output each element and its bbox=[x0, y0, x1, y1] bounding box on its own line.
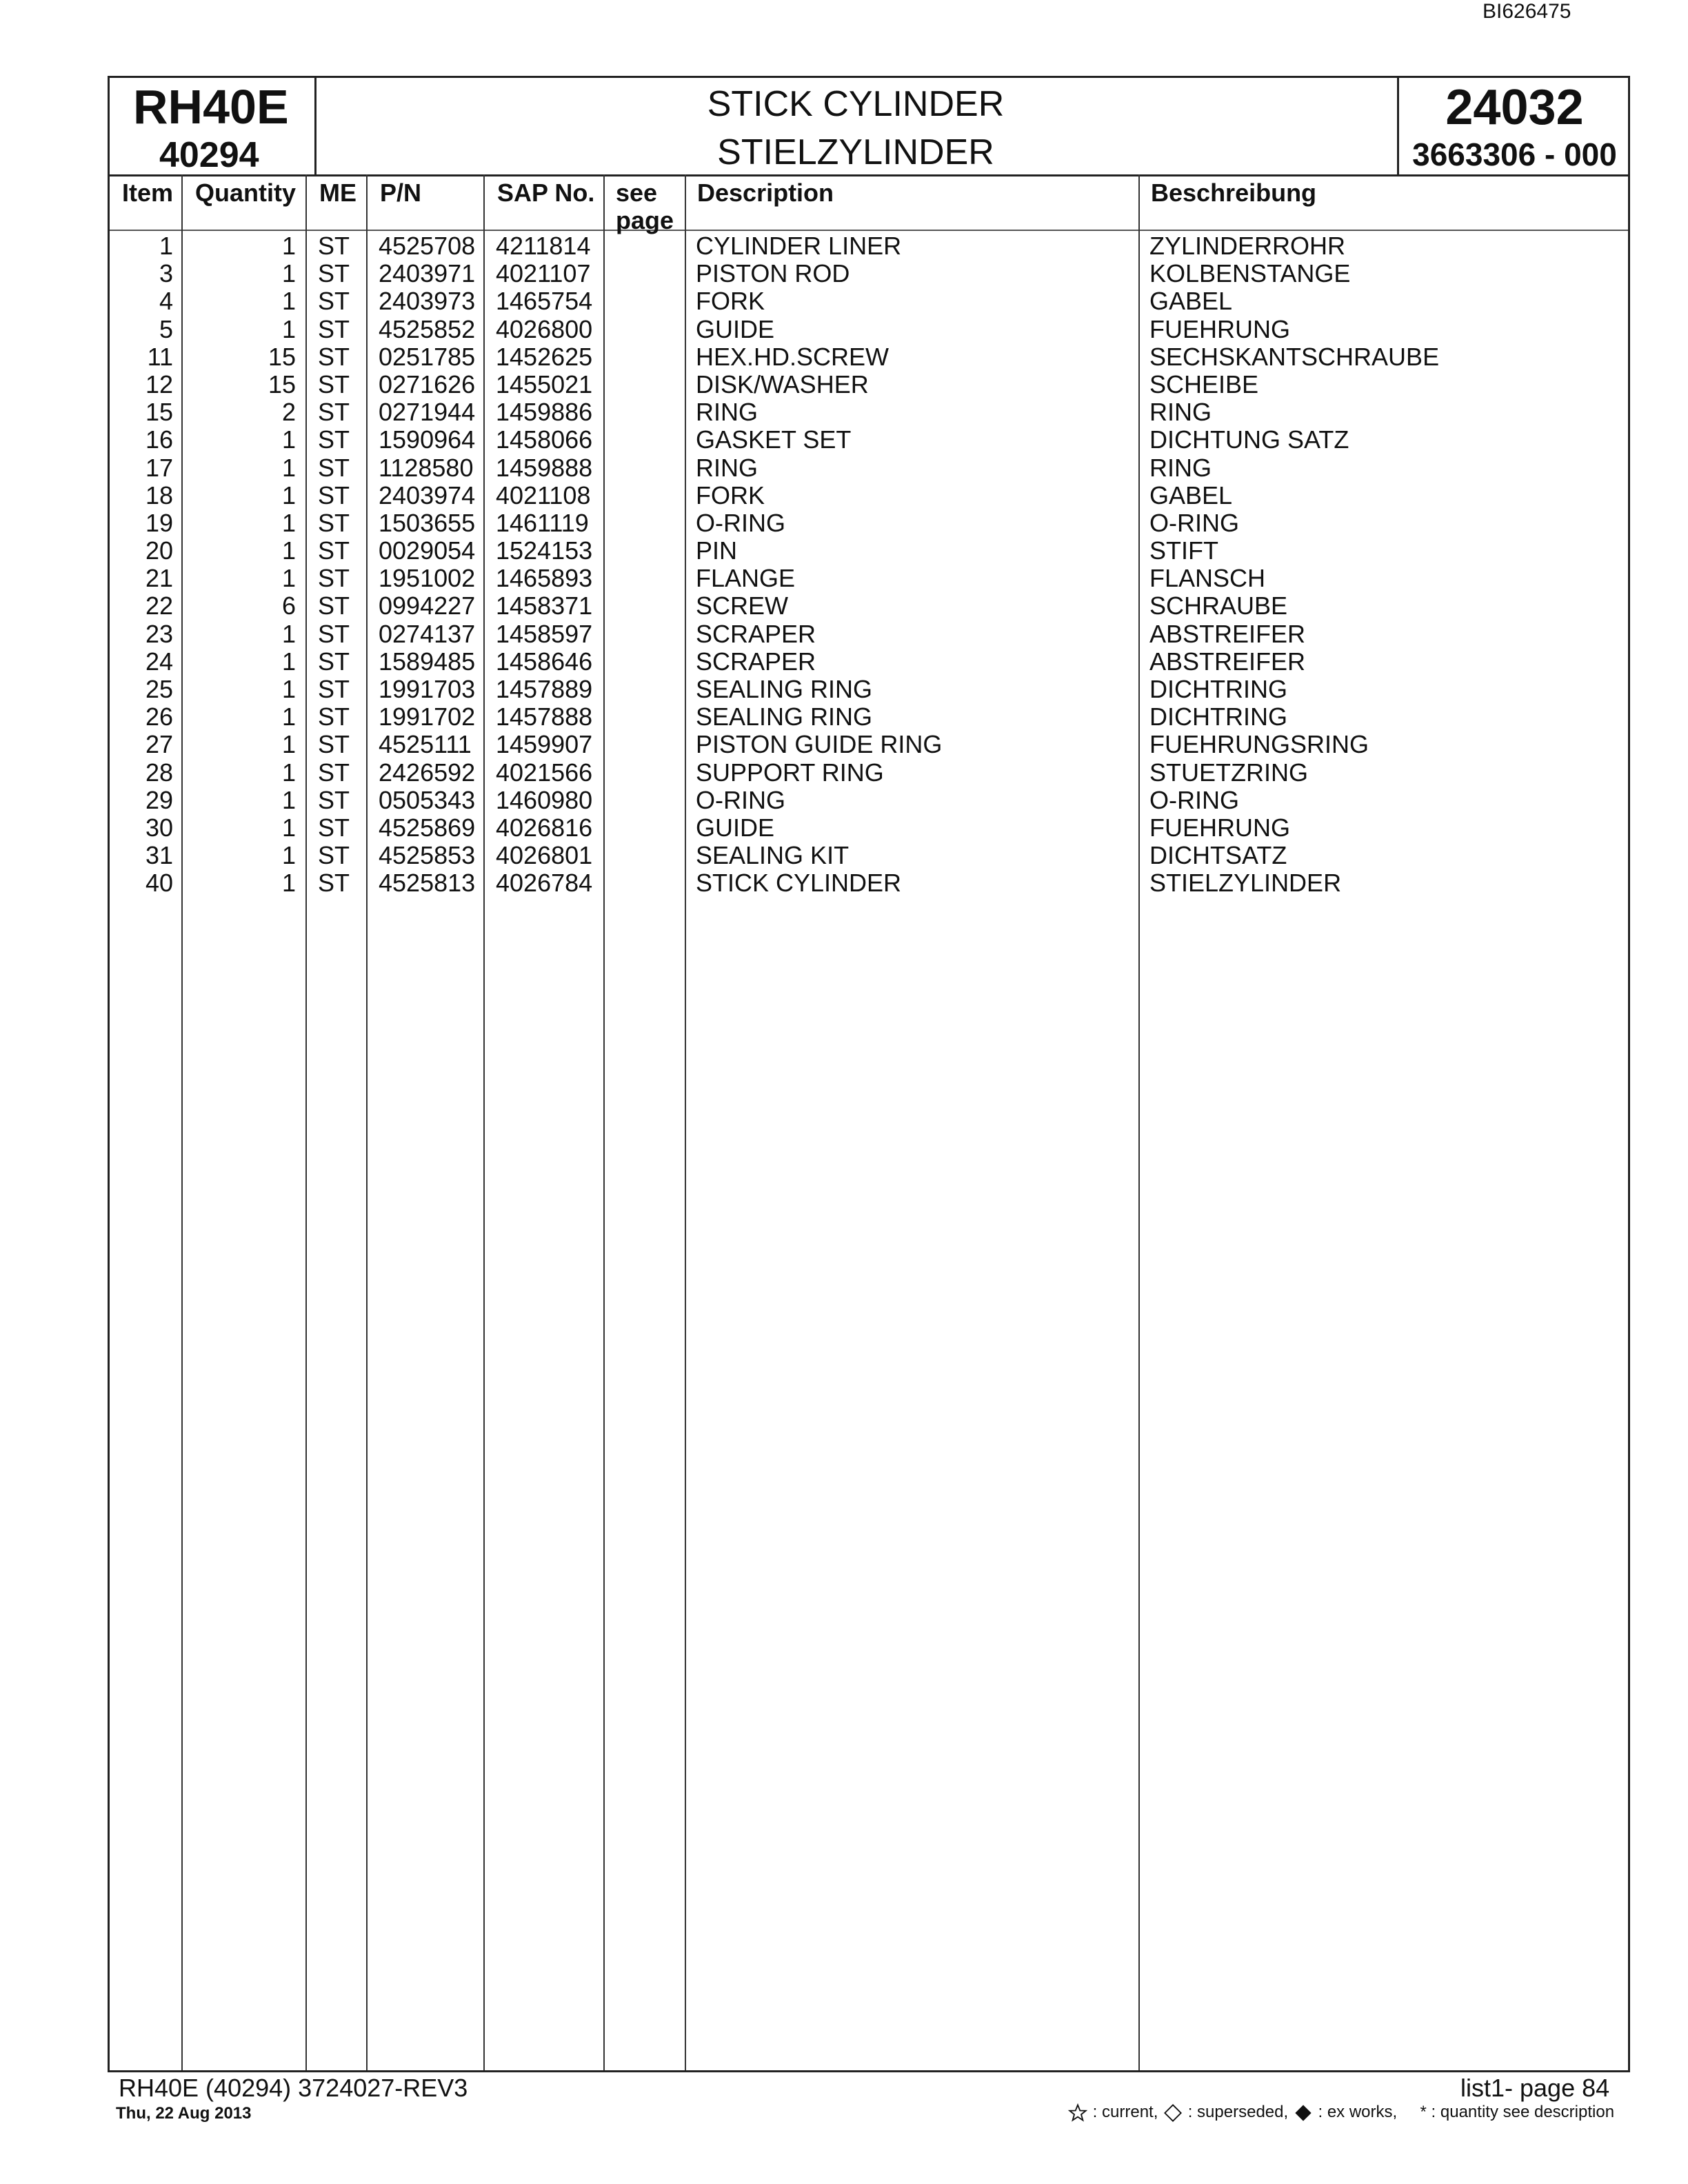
sap-number-cell: 4026784 bbox=[496, 869, 593, 898]
quantity-cell: 1 bbox=[281, 619, 296, 648]
group-number: 24032 bbox=[1445, 80, 1584, 135]
print-date: Thu, 22 Aug 2013 bbox=[116, 2104, 252, 2123]
col-pn: P/N bbox=[380, 179, 422, 207]
part-number-cell: 4525853 bbox=[379, 841, 476, 870]
part-number-cell: 1589485 bbox=[379, 647, 476, 676]
unit-cell: ST bbox=[318, 730, 350, 759]
part-number-cell: 0029054 bbox=[379, 536, 476, 565]
beschreibung-cell: FUEHRUNG bbox=[1149, 314, 1290, 343]
item-cell: 17 bbox=[145, 453, 173, 482]
parts-list-frame bbox=[108, 76, 1630, 2072]
description-cell: FORK bbox=[696, 481, 765, 509]
unit-cell: ST bbox=[318, 702, 350, 731]
quantity-cell: 1 bbox=[281, 564, 296, 593]
col-page: page bbox=[616, 206, 674, 234]
sap-number-cell: 1524153 bbox=[496, 536, 593, 565]
quantity-cell: 6 bbox=[281, 592, 296, 620]
quantity-cell: 2 bbox=[281, 398, 296, 427]
sap-number-cell: 4211814 bbox=[496, 232, 591, 260]
item-cell: 27 bbox=[145, 730, 173, 759]
description-cell: RING bbox=[696, 453, 758, 482]
symbol-legend bbox=[1067, 2103, 1614, 2123]
quantity-cell: 15 bbox=[268, 342, 296, 371]
col-beschreibung: Beschreibung bbox=[1151, 179, 1317, 207]
unit-cell: ST bbox=[318, 785, 350, 814]
beschreibung-cell: SECHSKANTSCHRAUBE bbox=[1149, 342, 1440, 371]
beschreibung-cell: RING bbox=[1149, 398, 1212, 427]
unit-cell: ST bbox=[318, 758, 350, 787]
part-number-cell: 1951002 bbox=[379, 564, 476, 593]
item-cell: 11 bbox=[147, 342, 173, 371]
description-cell: SCREW bbox=[696, 592, 788, 620]
table-row bbox=[110, 371, 1628, 398]
model-name: RH40E bbox=[133, 80, 289, 134]
beschreibung-cell: ZYLINDERROHR bbox=[1149, 232, 1346, 260]
document-id: BI626475 bbox=[1483, 0, 1571, 23]
description-cell: PISTON ROD bbox=[696, 259, 850, 288]
table-row bbox=[110, 454, 1628, 482]
quantity-cell: 1 bbox=[281, 675, 296, 703]
beschreibung-cell: DICHTRING bbox=[1149, 675, 1287, 703]
beschreibung-cell: FUEHRUNGSRING bbox=[1149, 730, 1369, 759]
beschreibung-cell: ABSTREIFER bbox=[1149, 619, 1306, 648]
col-quantity: Quantity bbox=[195, 179, 297, 207]
part-number-cell: 0251785 bbox=[379, 342, 476, 371]
part-number-cell: 4525869 bbox=[379, 813, 476, 842]
quantity-cell: 1 bbox=[281, 536, 296, 565]
sap-number-cell: 1465893 bbox=[496, 564, 593, 593]
part-number-cell: 1590964 bbox=[379, 425, 476, 454]
description-cell: GASKET SET bbox=[696, 425, 852, 454]
part-number-cell: 0994227 bbox=[379, 592, 476, 620]
item-cell: 4 bbox=[159, 287, 173, 316]
sap-number-cell: 1459886 bbox=[496, 398, 593, 427]
description-cell: PISTON GUIDE RING bbox=[696, 730, 943, 759]
title-english: STICK CYLINDER bbox=[707, 84, 1005, 124]
table-row bbox=[110, 787, 1628, 814]
unit-cell: ST bbox=[318, 259, 350, 288]
table-row bbox=[110, 731, 1628, 758]
description-cell: FORK bbox=[696, 287, 765, 316]
part-number-cell: 0271626 bbox=[379, 370, 476, 398]
table-row bbox=[110, 343, 1628, 371]
sap-number-cell: 4026800 bbox=[496, 314, 593, 343]
description-cell: HEX.HD.SCREW bbox=[696, 342, 890, 371]
part-number-cell: 2426592 bbox=[379, 758, 476, 787]
table-row bbox=[110, 620, 1628, 648]
beschreibung-cell: RING bbox=[1149, 453, 1212, 482]
description-cell: SCRAPER bbox=[696, 619, 816, 648]
col-description: Description bbox=[697, 179, 834, 207]
quantity-cell: 1 bbox=[281, 647, 296, 676]
description-cell: FLANGE bbox=[696, 564, 796, 593]
part-number-cell: 4525708 bbox=[379, 232, 476, 260]
quantity-cell: 1 bbox=[281, 287, 296, 316]
part-number-cell: 2403974 bbox=[379, 481, 476, 509]
sap-number-cell: 1455021 bbox=[496, 370, 593, 398]
sap-number-cell: 1452625 bbox=[496, 342, 593, 371]
group-box bbox=[1397, 78, 1630, 174]
beschreibung-cell: DICHTUNG SATZ bbox=[1149, 425, 1349, 454]
table-row bbox=[110, 260, 1628, 287]
part-number-cell: 0505343 bbox=[379, 785, 476, 814]
unit-cell: ST bbox=[318, 481, 350, 509]
description-cell: CYLINDER LINER bbox=[696, 232, 902, 260]
item-cell: 22 bbox=[145, 592, 173, 620]
quantity-cell: 1 bbox=[281, 869, 296, 898]
quantity-cell: 1 bbox=[281, 232, 296, 260]
description-cell: O-RING bbox=[696, 785, 785, 814]
unit-cell: ST bbox=[318, 536, 350, 565]
item-cell: 12 bbox=[145, 370, 173, 398]
sap-number-cell: 1458646 bbox=[496, 647, 593, 676]
unit-cell: ST bbox=[318, 287, 350, 316]
unit-cell: ST bbox=[318, 619, 350, 648]
item-cell: 3 bbox=[159, 259, 173, 288]
sap-number-cell: 1457888 bbox=[496, 702, 593, 731]
table-row bbox=[110, 703, 1628, 731]
legend-superseded: : superseded, bbox=[1187, 2103, 1289, 2121]
table-row bbox=[110, 759, 1628, 787]
description-cell: DISK/WASHER bbox=[696, 370, 869, 398]
sap-number-cell: 1458597 bbox=[496, 619, 593, 648]
table-row bbox=[110, 509, 1628, 537]
star-outline-icon bbox=[1067, 2103, 1088, 2123]
serial-number: 40294 bbox=[159, 135, 259, 175]
parts-table-body bbox=[110, 232, 1628, 898]
item-cell: 24 bbox=[145, 647, 173, 676]
quantity-cell: 1 bbox=[281, 259, 296, 288]
beschreibung-cell: SCHEIBE bbox=[1149, 370, 1259, 398]
part-number-cell: 0274137 bbox=[379, 619, 476, 648]
quantity-cell: 1 bbox=[281, 785, 296, 814]
col-see: see bbox=[616, 179, 658, 207]
sap-number-cell: 4026816 bbox=[496, 813, 593, 842]
item-cell: 23 bbox=[145, 619, 173, 648]
unit-cell: ST bbox=[318, 342, 350, 371]
unit-cell: ST bbox=[318, 425, 350, 454]
part-number-cell: 1128580 bbox=[379, 453, 474, 482]
description-cell: PIN bbox=[696, 536, 738, 565]
model-box bbox=[110, 78, 316, 174]
sap-number-cell: 1459907 bbox=[496, 730, 593, 759]
part-number-cell: 0271944 bbox=[379, 398, 476, 427]
part-number-cell: 1503655 bbox=[379, 508, 476, 537]
item-cell: 29 bbox=[145, 785, 173, 814]
legend-quantity: * : quantity see description bbox=[1420, 2103, 1615, 2121]
item-cell: 1 bbox=[159, 232, 173, 260]
quantity-cell: 1 bbox=[281, 425, 296, 454]
quantity-cell: 15 bbox=[268, 370, 296, 398]
beschreibung-cell: STUETZRING bbox=[1149, 758, 1308, 787]
part-number-cell: 4525813 bbox=[379, 869, 476, 898]
beschreibung-cell: O-RING bbox=[1149, 785, 1239, 814]
document-reference: RH40E (40294) 3724027-REV3 bbox=[119, 2074, 468, 2102]
table-row bbox=[110, 565, 1628, 592]
item-cell: 28 bbox=[145, 758, 173, 787]
table-row bbox=[110, 482, 1628, 509]
part-number-cell: 1991703 bbox=[379, 675, 476, 703]
col-item: Item bbox=[122, 179, 174, 207]
part-number-cell: 1991702 bbox=[379, 702, 476, 731]
part-number-cell: 4525852 bbox=[379, 314, 476, 343]
table-row bbox=[110, 316, 1628, 343]
description-cell: O-RING bbox=[696, 508, 785, 537]
description-cell: SCRAPER bbox=[696, 647, 816, 676]
unit-cell: ST bbox=[318, 592, 350, 620]
quantity-cell: 1 bbox=[281, 314, 296, 343]
unit-cell: ST bbox=[318, 841, 350, 870]
part-number-cell: 2403973 bbox=[379, 287, 476, 316]
unit-cell: ST bbox=[318, 813, 350, 842]
unit-cell: ST bbox=[318, 508, 350, 537]
unit-cell: ST bbox=[318, 647, 350, 676]
description-cell: GUIDE bbox=[696, 813, 775, 842]
quantity-cell: 1 bbox=[281, 758, 296, 787]
sap-number-cell: 1459888 bbox=[496, 453, 593, 482]
table-row bbox=[110, 648, 1628, 676]
table-row bbox=[110, 814, 1628, 842]
beschreibung-cell: KOLBENSTANGE bbox=[1149, 259, 1351, 288]
unit-cell: ST bbox=[318, 675, 350, 703]
description-cell: SEALING RING bbox=[696, 702, 873, 731]
legend-ex-works: : ex works, bbox=[1318, 2103, 1398, 2121]
item-cell: 5 bbox=[159, 314, 173, 343]
table-row bbox=[110, 426, 1628, 454]
part-number-cell: 4525111 bbox=[379, 730, 472, 759]
col-me: ME bbox=[319, 179, 356, 207]
sap-number-cell: 1458371 bbox=[496, 592, 593, 620]
sap-number-cell: 1458066 bbox=[496, 425, 593, 454]
description-cell: RING bbox=[696, 398, 758, 427]
item-cell: 15 bbox=[145, 398, 173, 427]
item-cell: 19 bbox=[145, 508, 173, 537]
unit-cell: ST bbox=[318, 370, 350, 398]
quantity-cell: 1 bbox=[281, 841, 296, 870]
unit-cell: ST bbox=[318, 453, 350, 482]
table-row bbox=[110, 287, 1628, 315]
beschreibung-cell: STIFT bbox=[1149, 536, 1218, 565]
unit-cell: ST bbox=[318, 398, 350, 427]
description-cell: GUIDE bbox=[696, 314, 775, 343]
quantity-cell: 1 bbox=[281, 481, 296, 509]
quantity-cell: 1 bbox=[281, 453, 296, 482]
part-reference: 3663306 - 000 bbox=[1412, 136, 1617, 172]
quantity-cell: 1 bbox=[281, 730, 296, 759]
unit-cell: ST bbox=[318, 564, 350, 593]
description-cell: SUPPORT RING bbox=[696, 758, 884, 787]
beschreibung-cell: DICHTRING bbox=[1149, 702, 1287, 731]
item-cell: 26 bbox=[145, 702, 173, 731]
item-cell: 30 bbox=[145, 813, 173, 842]
beschreibung-cell: SCHRAUBE bbox=[1149, 592, 1288, 620]
beschreibung-cell: GABEL bbox=[1149, 287, 1233, 316]
beschreibung-cell: DICHTSATZ bbox=[1149, 841, 1287, 870]
quantity-cell: 1 bbox=[281, 702, 296, 731]
legend-current: : current, bbox=[1092, 2103, 1158, 2121]
sap-number-cell: 1465754 bbox=[496, 287, 593, 316]
diamond-outline-icon bbox=[1163, 2103, 1183, 2123]
sap-number-cell: 4026801 bbox=[496, 841, 593, 870]
beschreibung-cell: FUEHRUNG bbox=[1149, 813, 1290, 842]
sap-number-cell: 1461119 bbox=[496, 508, 589, 537]
table-row bbox=[110, 398, 1628, 426]
description-cell: SEALING KIT bbox=[696, 841, 850, 870]
part-number-cell: 2403971 bbox=[379, 259, 476, 288]
diamond-filled-icon bbox=[1293, 2103, 1314, 2123]
beschreibung-cell: O-RING bbox=[1149, 508, 1239, 537]
table-row bbox=[110, 676, 1628, 703]
beschreibung-cell: GABEL bbox=[1149, 481, 1233, 509]
sap-number-cell: 4021107 bbox=[496, 259, 591, 288]
unit-cell: ST bbox=[318, 232, 350, 260]
beschreibung-cell: FLANSCH bbox=[1149, 564, 1266, 593]
col-sap: SAP No. bbox=[497, 179, 595, 207]
beschreibung-cell: STIELZYLINDER bbox=[1149, 869, 1342, 898]
item-cell: 18 bbox=[145, 481, 173, 509]
description-cell: STICK CYLINDER bbox=[696, 869, 902, 898]
title-german: STIELZYLINDER bbox=[717, 132, 994, 172]
table-row bbox=[110, 869, 1628, 897]
item-cell: 31 bbox=[145, 841, 173, 870]
beschreibung-cell: ABSTREIFER bbox=[1149, 647, 1306, 676]
sap-number-cell: 4021108 bbox=[496, 481, 591, 509]
sap-number-cell: 4021566 bbox=[496, 758, 593, 787]
description-cell: SEALING RING bbox=[696, 675, 873, 703]
item-cell: 16 bbox=[145, 425, 173, 454]
item-cell: 21 bbox=[145, 564, 173, 593]
parts-list-header bbox=[110, 78, 1628, 176]
unit-cell: ST bbox=[318, 314, 350, 343]
item-cell: 20 bbox=[145, 536, 173, 565]
table-row bbox=[110, 232, 1628, 260]
sap-number-cell: 1457889 bbox=[496, 675, 593, 703]
quantity-cell: 1 bbox=[281, 813, 296, 842]
item-cell: 40 bbox=[145, 869, 173, 898]
item-cell: 25 bbox=[145, 675, 173, 703]
page-number: list1- page 84 bbox=[1460, 2074, 1610, 2102]
quantity-cell: 1 bbox=[281, 508, 296, 537]
table-row bbox=[110, 842, 1628, 869]
sap-number-cell: 1460980 bbox=[496, 785, 593, 814]
unit-cell: ST bbox=[318, 869, 350, 898]
title-box bbox=[314, 78, 1397, 174]
table-row bbox=[110, 537, 1628, 565]
table-row bbox=[110, 592, 1628, 620]
column-headers bbox=[110, 174, 1628, 234]
